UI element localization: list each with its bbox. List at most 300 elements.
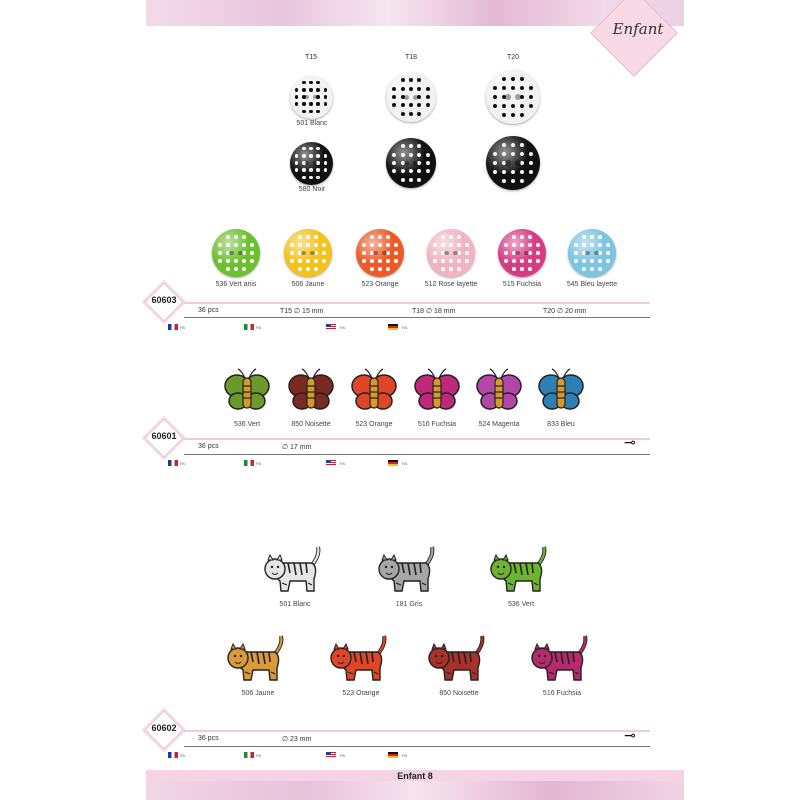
polka-dot [324,88,327,91]
polka-dot [316,147,319,150]
polka-dot [520,104,524,108]
button-hole [413,161,418,166]
polka-dot [226,243,230,247]
button-hole [305,161,309,165]
dimension-t15: T15 ∅ 15 mm [280,308,324,315]
polka-dot [324,168,327,171]
polka-dot [493,95,497,99]
polka-dot [290,243,294,247]
white-dotted-button [486,70,540,124]
polka-dot [401,144,405,148]
polka-dot [536,259,540,263]
polka-dot [512,259,516,263]
polka-dot [417,144,421,148]
polka-dot [520,86,524,90]
polka-dot [218,259,222,263]
tiger-icon [376,545,442,595]
polka-dot [502,77,506,81]
polka-dot [314,235,318,239]
polka-dot [298,235,302,239]
polka-dot [386,259,390,263]
polka-dot [441,235,445,239]
tiger-icon [262,545,328,595]
tiger-label: 536 Vert [507,601,535,608]
polka-dot [295,168,298,171]
polka-dot [417,169,421,173]
flag-label: PA [180,753,186,758]
color-label: 515 Fuchsia [502,281,542,288]
polka-dot [457,267,461,271]
polka-dot [504,251,508,255]
polka-dot [306,259,310,263]
button-hole [594,251,599,256]
polka-dot [426,169,430,173]
polka-dot [520,259,524,263]
polka-dot [417,103,421,107]
polka-dot [598,267,602,271]
polka-dot [386,243,390,247]
polka-dot [520,152,524,156]
polka-dot [401,178,405,182]
tiger-icon [488,545,554,595]
polka-dot [590,243,594,247]
polka-dot [392,153,396,157]
polka-dot [465,243,469,247]
color-label: 512 Rose layette [424,281,478,288]
polka-dot [234,235,238,239]
tiger-button [328,634,394,689]
bottom-banner [146,781,684,800]
polka-dot [433,259,437,263]
flag-italy-icon [244,324,254,330]
polka-dot [409,112,413,116]
polka-dot [502,152,506,156]
color-label: 536 Vert anis [215,281,257,288]
polka-dot [250,251,254,255]
colored-dotted-button [356,229,404,277]
polka-dot [295,154,298,157]
polka-dot [401,169,405,173]
polka-dot [242,235,246,239]
flag-france-icon [168,752,178,758]
tiger-icon [529,634,595,684]
polka-dot [502,179,506,183]
polka-dot [409,87,413,91]
polka-dot [449,267,453,271]
divider-60601-top [184,438,650,440]
divider-60603-bottom [184,317,650,318]
butterfly-button [413,366,461,419]
polka-dot [401,153,405,157]
polka-dot [378,235,382,239]
polka-dot [309,154,312,157]
butterfly-icon [537,366,585,414]
pcs-60603: 36 pcs [198,307,219,314]
polka-dot [441,267,445,271]
polka-dot [536,251,540,255]
polka-dot [598,235,602,239]
colored-dotted-button [498,229,546,277]
polka-dot [234,243,238,247]
polka-dot [302,168,305,171]
tiger-icon [426,634,492,684]
polka-dot [309,102,312,105]
polka-dot [409,153,413,157]
button-hole [515,251,520,256]
polka-dot [324,161,327,164]
polka-dot [520,267,524,271]
polka-dot [295,161,298,164]
divider-60603-top [184,302,650,304]
ref-badge-60603 [146,284,182,320]
size-label-t20: T20 [506,54,520,61]
polka-dot [290,251,294,255]
polka-dot [409,103,413,107]
polka-dot [362,243,366,247]
flag-italy-icon [244,460,254,466]
polka-dot [511,152,515,156]
polka-dot [457,235,461,239]
polka-dot [574,259,578,263]
polka-dot [309,176,312,179]
polka-dot [306,235,310,239]
polka-dot [493,86,497,90]
polka-dot [528,243,532,247]
divider-60601-bottom [184,454,650,455]
polka-dot [511,143,515,147]
size-label-t18: T18 [404,54,418,61]
polka-dot [511,170,515,174]
polka-dot [426,153,430,157]
polka-dot [302,176,305,179]
polka-dot [512,243,516,247]
polka-dot [302,88,305,91]
flag-label: PA [256,325,262,330]
flag-label: PA [180,461,186,466]
color-label: 545 Bleu layette [566,281,618,288]
polka-dot [574,251,578,255]
polka-dot [536,243,540,247]
polka-dot [295,88,298,91]
ref-badge-60601 [146,420,182,456]
polka-dot [590,235,594,239]
polka-dot [314,267,318,271]
flag-label: PA [402,753,408,758]
polka-dot [302,154,305,157]
tiger-button [488,545,554,600]
flag-label: PA [402,325,408,330]
polka-dot [426,161,430,165]
butterfly-icon [287,366,335,414]
polka-dot [370,243,374,247]
pcs-60601: 36 pcs [198,443,219,450]
dimension-t20: T20 ∅ 20 mm [543,308,587,315]
flag-label: PA [256,753,262,758]
polka-dot [392,161,396,165]
tiger-icon [328,634,394,684]
polka-dot [529,161,533,165]
butterfly-label: 833 Bleu [547,421,575,428]
label-580-noir: 580 Noir [298,186,326,193]
dimension-60601: ∅ 17 mm [282,444,312,451]
polka-dot [529,86,533,90]
polka-dot [386,267,390,271]
flag-germany-icon [388,752,398,758]
polka-dot [582,243,586,247]
butterfly-icon [350,366,398,414]
polka-dot [309,147,312,150]
polka-dot [433,251,437,255]
butterfly-label: 516 Fuchsia [417,421,457,428]
polka-dot [316,102,319,105]
polka-dot [234,259,238,263]
tiger-label: 181 Gris [395,601,423,608]
polka-dot [324,102,327,105]
button-hole [382,251,387,256]
dimension-t18: T18 ∅ 18 mm [412,308,456,315]
polka-dot [511,77,515,81]
colored-dotted-button [212,229,260,277]
polka-dot [314,243,318,247]
polka-dot [511,86,515,90]
polka-dot [226,235,230,239]
butterfly-button [350,366,398,419]
polka-dot [529,152,533,156]
polka-dot [426,87,430,91]
polka-dot [316,176,319,179]
polka-dot [433,243,437,247]
divider-60602-top [184,730,650,732]
button-hole [238,251,243,256]
polka-dot [511,113,515,117]
button-hole [404,95,409,100]
flag-label: PA [402,461,408,466]
polka-dot [493,152,497,156]
polka-dot [302,102,305,105]
polka-dot [392,95,396,99]
button-hole [305,95,309,99]
polka-dot [502,143,506,147]
polka-dot [457,259,461,263]
polka-dot [226,259,230,263]
polka-dot [392,87,396,91]
button-hole [524,251,529,256]
tiger-label: 850 Noisette [439,690,479,697]
flag-label: PA [180,325,186,330]
polka-dot [502,113,506,117]
polka-dot [511,104,515,108]
size-label-t15: T15 [304,54,318,61]
black-dotted-button [290,142,333,185]
polka-dot [520,170,524,174]
flag-france-icon [168,324,178,330]
polka-dot [409,78,413,82]
polka-dot [504,259,508,263]
polka-dot [309,168,312,171]
polka-dot [502,104,506,108]
polka-dot [218,243,222,247]
polka-dot [314,259,318,263]
polka-dot [378,243,382,247]
polka-dot [417,153,421,157]
black-dotted-button [486,136,540,190]
butterfly-button [287,366,335,419]
polka-dot [298,259,302,263]
polka-dot [392,169,396,173]
category-title: Enfant [612,20,664,38]
polka-dot [493,104,497,108]
button-hole [515,160,520,165]
polka-dot [242,243,246,247]
polka-dot [322,259,326,263]
polka-dot [529,95,533,99]
polka-dot [590,267,594,271]
polka-dot [409,169,413,173]
polka-dot [316,81,319,84]
polka-dot [606,243,610,247]
polka-dot [598,243,602,247]
polka-dot [322,251,326,255]
button-hole [373,251,378,256]
polka-dot [316,88,319,91]
polka-dot [378,267,382,271]
tiger-button [262,545,328,600]
flag-label: PA [340,325,346,330]
polka-dot [520,243,524,247]
polka-dot [302,110,305,113]
polka-dot [582,259,586,263]
tiger-button [376,545,442,600]
button-hole [310,251,315,256]
polka-dot [370,235,374,239]
polka-dot [590,259,594,263]
polka-dot [457,243,461,247]
polka-dot [316,168,319,171]
white-dotted-button [290,76,333,119]
polka-dot [441,259,445,263]
butterfly-button [223,366,271,419]
polka-dot [250,243,254,247]
tiger-button [225,634,291,689]
butterfly-icon [223,366,271,414]
polka-dot [218,251,222,255]
polka-dot [386,235,390,239]
polka-dot [362,259,366,263]
page-footer-label: Enfant 8 [397,771,433,781]
polka-dot [574,243,578,247]
polka-dot [512,267,516,271]
flag-usa-icon [326,460,336,466]
polka-dot [316,110,319,113]
polka-dot [582,267,586,271]
polka-dot [449,243,453,247]
tiger-label: 506 Jaune [241,690,275,697]
polka-dot [528,259,532,263]
polka-dot [465,251,469,255]
polka-dot [302,81,305,84]
polka-dot [606,259,610,263]
polka-dot [606,251,610,255]
polka-dot [306,267,310,271]
button-hole [505,94,510,99]
polka-dot [290,259,294,263]
color-label: 523 Orange [361,281,399,288]
button-hole [404,161,409,166]
polka-dot [465,259,469,263]
polka-dot [392,103,396,107]
polka-dot [242,259,246,263]
ref-code: 60603 [151,295,177,305]
flag-label: PA [256,461,262,466]
butterfly-label: 524 Magenta [478,421,520,428]
polka-dot [493,161,497,165]
flag-usa-icon [326,752,336,758]
polka-dot [309,110,312,113]
butterfly-button [537,366,585,419]
polka-dot [302,147,305,150]
polka-dot [417,178,421,182]
polka-dot [441,243,445,247]
polka-dot [401,78,405,82]
polka-dot [295,102,298,105]
colored-dotted-button [427,229,475,277]
flag-france-icon [168,460,178,466]
butterfly-button [475,366,523,419]
button-hole [505,160,510,165]
polka-dot [322,243,326,247]
ref-badge-60602 [146,712,182,748]
polka-dot [417,112,421,116]
polka-dot [394,251,398,255]
black-dotted-button [386,138,436,188]
tiger-button [529,634,595,689]
polka-dot [528,267,532,271]
butterfly-label: 523 Orange [355,421,393,428]
polka-dot [502,86,506,90]
polka-dot [598,259,602,263]
polka-dot [401,112,405,116]
tiger-label: 516 Fuchsia [542,690,582,697]
label-501-blanc: 501 Blanc [296,120,328,127]
divider-60602-bottom [184,746,650,747]
polka-dot [298,267,302,271]
polka-dot [226,267,230,271]
polka-dot [316,154,319,157]
polka-dot [401,87,405,91]
polka-dot [426,103,430,107]
colored-dotted-button [284,229,332,277]
polka-dot [250,259,254,263]
button-hole [453,251,458,256]
polka-dot [417,78,421,82]
polka-dot [401,103,405,107]
polka-dot [511,179,515,183]
button-hole [301,251,306,256]
colored-dotted-button [568,229,616,277]
sew-through-icon: ⊸ [624,434,636,450]
polka-dot [309,81,312,84]
polka-dot [417,87,421,91]
button-hole [413,95,418,100]
tiger-label: 501 Blanc [279,601,311,608]
color-label: 506 Jaune [291,281,325,288]
button-hole [585,251,590,256]
polka-dot [520,77,524,81]
butterfly-label: 850 Noisette [291,421,331,428]
polka-dot [242,267,246,271]
sew-through-icon: ⊸ [624,727,636,743]
polka-dot [298,243,302,247]
